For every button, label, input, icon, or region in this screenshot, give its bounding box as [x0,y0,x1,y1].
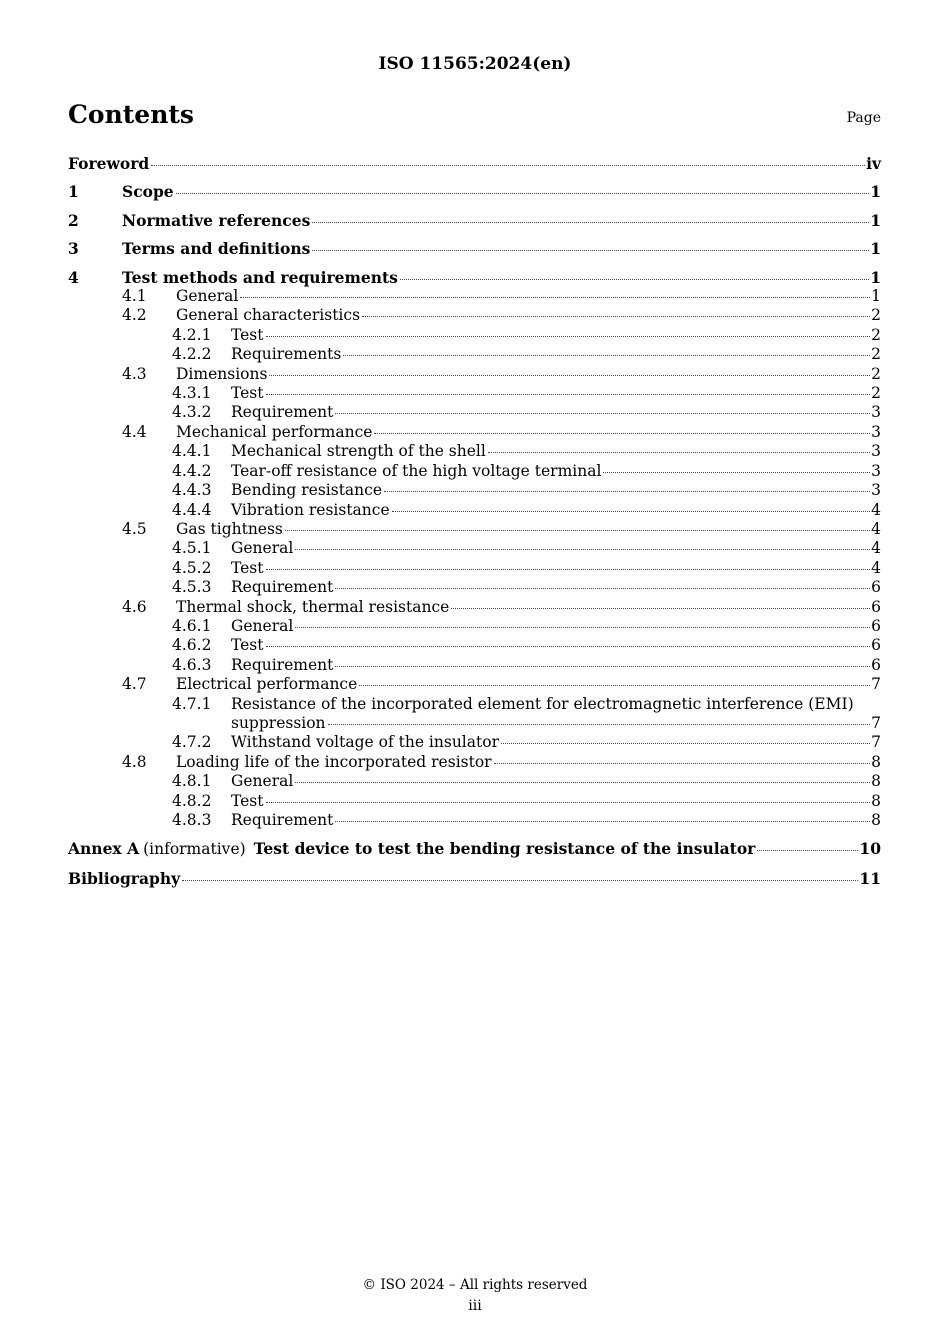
toc-entry-number: 4.5.1 [172,539,212,558]
toc-entry-4-5-1[interactable] [68,539,881,558]
dot-leader [335,413,870,414]
page-title: Contents [68,100,195,129]
toc-entry-4-6[interactable] [68,598,881,617]
toc-entry-4-6-2[interactable] [68,636,881,655]
dot-leader [392,511,870,512]
dot-leader [266,569,871,570]
toc-entry-4-6-1[interactable] [68,617,881,636]
toc-entry-4-4[interactable] [68,423,881,442]
dot-leader [295,627,870,628]
toc-entry-page: 1 [870,182,881,202]
toc-entry-page: 10 [859,839,881,859]
toc-entry-page: 2 [871,306,881,325]
toc-entry-page: 2 [871,384,881,403]
toc-entry-title: Terms and definitions [122,239,311,259]
toc-entry-title: Resistance of the incorporated element for electromagnetic interference (EMI) [231,694,854,713]
dot-leader [757,850,858,851]
toc-entry-page: 4 [871,500,881,519]
dot-leader [494,763,871,764]
toc-entry-number: 4.7.1 [172,694,212,713]
toc-entry-title: Test [231,636,264,655]
toc-entry-title: Dimensions [176,364,268,383]
toc-entry-number: 4.1 [122,287,147,306]
dot-leader [335,666,870,667]
annex-type: (informative) [143,840,246,859]
toc-entry-page: 11 [859,868,881,888]
page-number: iii [468,1298,482,1314]
toc-entry-number: 4.8.3 [172,811,212,829]
toc-entry-title: Loading life of the incorporated resistor [176,752,492,771]
toc-entry-number: 4.2 [122,306,147,325]
toc-entry-number: 4.3.1 [172,384,212,403]
annex-label: Annex A [68,839,140,859]
toc-entry-4-2-1[interactable] [68,326,881,345]
toc-entry-title: Requirements [231,345,342,364]
toc-entry-4-5[interactable] [68,520,881,539]
toc-entry-title: Tear-off resistance of the high voltage terminal [231,461,602,480]
toc-entry-4-7-1-continuation[interactable] [68,714,881,733]
toc-entry-number: 4.7 [122,675,147,694]
toc-entry-4-7[interactable] [68,675,881,694]
toc-entry-page: 3 [871,422,881,441]
toc-entry-number: 4.6.2 [172,636,212,655]
toc-entry-title: General [231,539,294,558]
dot-leader [362,316,870,317]
toc-entry-title: Requirement [231,403,334,422]
toc-entry-title: Gas tightness [176,519,283,538]
toc-entry-4-4-2[interactable] [68,462,881,481]
dot-leader [603,472,870,473]
toc-entry-4-3-2[interactable] [68,403,881,422]
toc-entry-page: 8 [871,811,881,829]
toc-entry-title: Mechanical strength of the shell [231,442,486,461]
toc-entry-title: Withstand voltage of the insulator [231,733,499,752]
toc-entry-number: 4.8 [122,752,147,771]
toc-entry-page: 7 [871,675,881,694]
toc-entry-number: 4.6 [122,597,147,616]
toc-entry-number: 4.5 [122,519,147,538]
toc-entry-title: Foreword [68,154,150,173]
toc-entry-page: 3 [871,461,881,480]
dot-leader [374,433,870,434]
toc-entry-page: 4 [871,539,881,558]
dot-leader [295,549,870,550]
toc-entry-number: 4.4.4 [172,500,212,519]
toc-entry-number: 3 [68,239,79,259]
toc-entry-4-4-4[interactable] [68,501,881,520]
page-column-label: Page [846,110,881,126]
toc-entry-number: 4.7.2 [172,733,212,752]
toc-entry-title: Requirement [231,655,334,674]
dot-leader [295,782,870,783]
toc-entry-page: 6 [871,636,881,655]
toc-entry-title: Mechanical performance [176,422,373,441]
toc-entry-4-2[interactable] [68,306,881,325]
toc-entry-title: Bending resistance [231,481,383,500]
toc-entry-page: 6 [871,616,881,635]
dot-leader [501,743,870,744]
toc-entry-4-5-3[interactable] [68,578,881,597]
toc-entry-4-4-1[interactable] [68,442,881,461]
toc-entry-clause-4[interactable] [68,268,881,287]
toc-entry-number: 4.4.3 [172,481,212,500]
dot-leader [312,222,869,223]
dot-leader [335,821,870,822]
dot-leader [359,685,870,686]
toc-entry-bibliography[interactable] [68,869,881,888]
dot-leader [240,297,870,298]
toc-entry-4-3[interactable] [68,365,881,384]
dot-leader [269,375,870,376]
toc-entry-number: 4.4 [122,422,147,441]
toc-entry-title: Electrical performance [176,675,358,694]
toc-entry-title: Test [231,384,264,403]
toc-entry-clause-3[interactable] [68,239,881,258]
toc-entry-number: 4.8.2 [172,791,212,810]
toc-entry-title: Test methods and requirements [122,267,398,287]
toc-entry-number: 2 [68,210,79,230]
toc-entry-4-5-2[interactable] [68,559,881,578]
toc-entry-4-8-2[interactable] [68,792,881,811]
dot-leader [343,355,870,356]
dot-leader [266,802,871,803]
toc-entry-page: 3 [871,403,881,422]
dot-leader [451,608,870,609]
dot-leader [285,530,870,531]
table-of-contents [68,154,881,888]
toc-entry-number: 4.6.3 [172,655,212,674]
toc-entry-page: 6 [871,597,881,616]
toc-entry-4-4-3[interactable] [68,481,881,500]
toc-entry-number: 4 [68,267,79,287]
copyright-footer: © ISO 2024 – All rights reserved [362,1277,588,1293]
toc-entry-page: 1 [870,267,881,287]
toc-entry-title: Test [231,558,264,577]
dot-leader [335,588,870,589]
dot-leader [151,165,865,166]
toc-entry-title: Test [231,325,264,344]
toc-entry-4-2-2[interactable] [68,345,881,364]
toc-entry-page: iv [866,154,881,173]
toc-entry-title: Scope [122,182,174,202]
dot-leader [176,193,870,194]
toc-entry-page: 1 [870,210,881,230]
dot-leader [488,452,870,453]
toc-entry-title: General [231,616,294,635]
toc-entry-4-8-3[interactable] [68,811,881,830]
toc-entry-4-1[interactable] [68,287,881,306]
toc-entry-title: General [231,772,294,791]
toc-entry-page: 4 [871,519,881,538]
dot-leader [266,394,871,395]
toc-entry-number: 4.4.1 [172,442,212,461]
toc-entry-title: General characteristics [176,306,361,325]
toc-entry-page: 4 [871,558,881,577]
toc-entry-title: Requirement [231,811,334,829]
toc-entry-page: 7 [871,733,881,752]
toc-entry-page: 8 [871,791,881,810]
toc-entry-page: 1 [871,287,881,306]
dot-leader [182,880,858,881]
toc-entry-number: 4.5.3 [172,578,212,597]
dot-leader [266,646,871,647]
toc-entry-page: 7 [871,713,881,732]
toc-entry-page: 6 [871,578,881,597]
toc-entry-title: Requirement [231,578,334,597]
toc-entry-4-7-1[interactable] [68,695,881,714]
toc-entry-number: 4.2.2 [172,345,212,364]
toc-entry-page: 1 [870,239,881,259]
toc-entry-4-7-2[interactable] [68,733,881,752]
dot-leader [400,279,869,280]
toc-entry-page: 8 [871,752,881,771]
toc-entry-number: 4.3 [122,364,147,383]
toc-entry-number: 4.4.2 [172,461,212,480]
toc-entry-number: 4.8.1 [172,772,212,791]
toc-entry-title: Test [231,791,264,810]
toc-entry-title-continuation: suppression [231,713,326,732]
toc-entry-title: Test device to test the bending resistance of the insulator [253,839,756,859]
toc-entry-page: 2 [871,325,881,344]
toc-entry-title: Normative references [122,210,311,230]
toc-entry-page: 3 [871,481,881,500]
toc-entry-foreword[interactable] [68,154,881,173]
dot-leader [384,491,870,492]
toc-entry-4-3-1[interactable] [68,384,881,403]
toc-entry-title: Vibration resistance [231,500,390,519]
toc-entry-annex-a[interactable] [68,839,881,859]
toc-entry-clause-1[interactable] [68,182,881,201]
toc-entry-number: 4.5.2 [172,558,212,577]
toc-entry-number: 4.3.2 [172,403,212,422]
toc-entry-number: 1 [68,182,79,202]
document-id-header: ISO 11565:2024(en) [378,54,572,74]
toc-entry-number: 4.2.1 [172,325,212,344]
toc-entry-page: 8 [871,772,881,791]
toc-entry-page: 2 [871,364,881,383]
toc-entry-number: 4.6.1 [172,616,212,635]
toc-entry-4-8[interactable] [68,753,881,772]
toc-entry-clause-2[interactable] [68,211,881,230]
toc-entry-4-6-3[interactable] [68,656,881,675]
toc-entry-page: 3 [871,442,881,461]
dot-leader [312,250,869,251]
toc-entry-page: 2 [871,345,881,364]
toc-entry-4-8-1[interactable] [68,772,881,791]
dot-leader [328,724,871,725]
toc-entry-title: Thermal shock, thermal resistance [176,597,450,616]
dot-leader [266,336,871,337]
toc-entry-title: Bibliography [68,868,181,888]
toc-entry-title: General [176,287,239,306]
toc-entry-page: 6 [871,655,881,674]
